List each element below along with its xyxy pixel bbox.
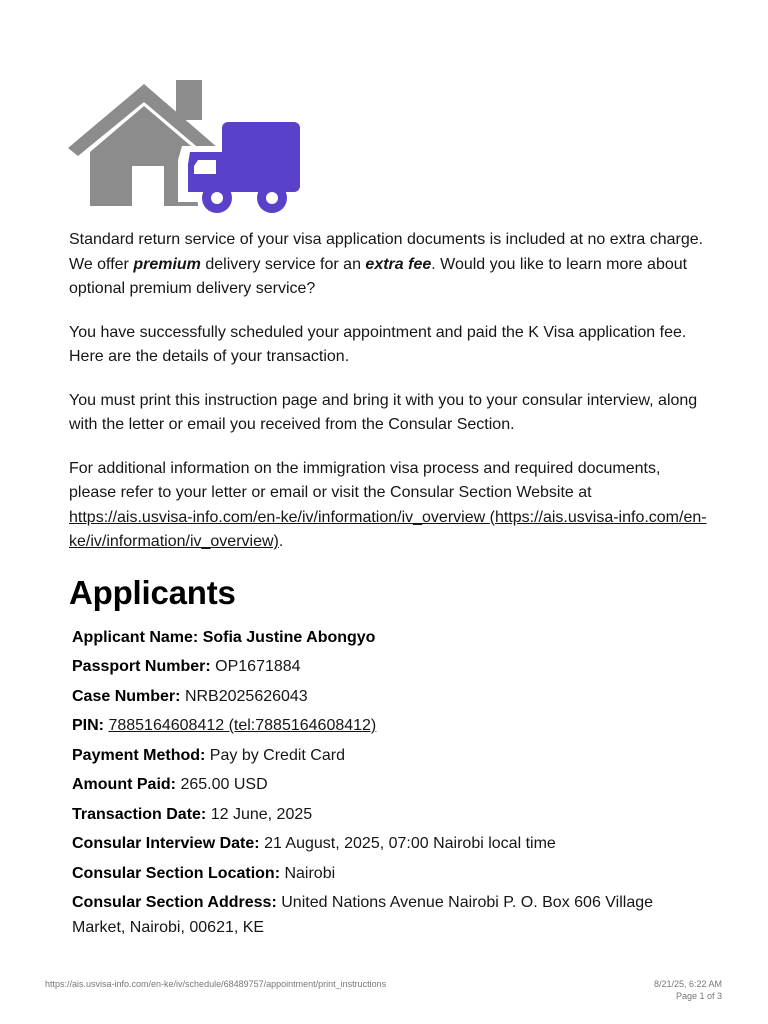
applicant-details — [72, 626, 709, 941]
premium-emphasis: premium — [133, 255, 201, 273]
field-label: Passport Number: — [72, 658, 211, 675]
field-label: Applicant Name: — [72, 628, 199, 646]
field-label: PIN: — [72, 717, 104, 734]
field-value: Nairobi — [284, 864, 336, 882]
footer-page-number: Page 1 of 3 — [675, 991, 722, 1001]
scheduled-confirmation-paragraph: You have successfully scheduled your appointment and paid the K Visa application fee. Here are the details of your transaction. — [69, 323, 687, 365]
main-content — [69, 228, 709, 945]
transaction-date-row — [72, 803, 709, 828]
pin-link[interactable]: 7885164608412 (tel:7885164608412) — [108, 717, 377, 734]
field-value: 265.00 USD — [180, 776, 268, 793]
field-value: United Nations Avenue Nairobi P. O. Box 606 Village Market, Nairobi, 00621, KE — [72, 894, 654, 936]
field-value: 21 August, 2025, 07:00 Nairobi local time — [264, 835, 556, 852]
footer-datetime: 8/21/25, 6:22 AM — [653, 979, 722, 989]
field-label: Consular Section Address: — [72, 894, 277, 911]
applicants-heading: Applicants — [69, 573, 236, 611]
field-label: Consular Interview Date: — [72, 835, 260, 852]
consular-website-link[interactable]: https://ais.usvisa-info.com/en-ke/iv/information/iv_overview (https://ais.usvisa-info.com/en-ke/iv/information/iv_overview) — [69, 508, 707, 550]
pin-row — [72, 714, 709, 739]
footer-url: https://ais.usvisa-info.com/en-ke/iv/schedule/68489757/appointment/print_instructions — [45, 979, 387, 989]
paragraph-text: delivery service for an — [200, 255, 366, 273]
consular-address-row — [72, 891, 709, 940]
field-label: Amount Paid: — [72, 776, 176, 793]
paragraph-text: For additional information on the immigration visa process and required documents, please refer to your letter or email or visit the Consular Section Website at — [69, 459, 661, 501]
additional-info-paragraph — [69, 457, 709, 555]
extra-fee-emphasis: extra fee — [365, 255, 432, 273]
footer-meta — [654, 978, 722, 1002]
premium-delivery-paragraph — [69, 228, 709, 302]
field-value: 12 June, 2025 — [210, 805, 313, 823]
amount-paid-row — [72, 773, 709, 798]
interview-date-row — [72, 832, 709, 857]
field-label: Transaction Date: — [72, 805, 207, 823]
print-instruction-paragraph: You must print this instruction page and bring it with you to your consular interview, along with the letter or email you received from the Consular Section. — [69, 391, 698, 433]
field-label: Case Number: — [72, 687, 181, 705]
paragraph-text: . — [278, 533, 284, 550]
house-delivery-truck-icon — [66, 78, 306, 218]
field-value: Pay by Credit Card — [209, 746, 345, 764]
payment-method-row — [72, 744, 709, 769]
passport-number-row — [72, 655, 709, 680]
field-label: Payment Method: — [72, 746, 206, 764]
case-number-row — [72, 685, 709, 710]
applicant-name-row — [72, 626, 709, 651]
field-value: OP1671884 — [215, 658, 301, 675]
paragraph-text: Standard return service of your visa application documents is included at no extra charge. We offer — [69, 231, 704, 273]
field-value: Sofia Justine Abongyo — [202, 628, 376, 646]
consular-location-row — [72, 862, 709, 887]
field-label: Consular Section Location: — [72, 864, 281, 882]
field-value: NRB2025626043 — [184, 687, 308, 705]
paragraph-text: . Would you like to learn more about optional premium delivery service? — [69, 255, 688, 297]
